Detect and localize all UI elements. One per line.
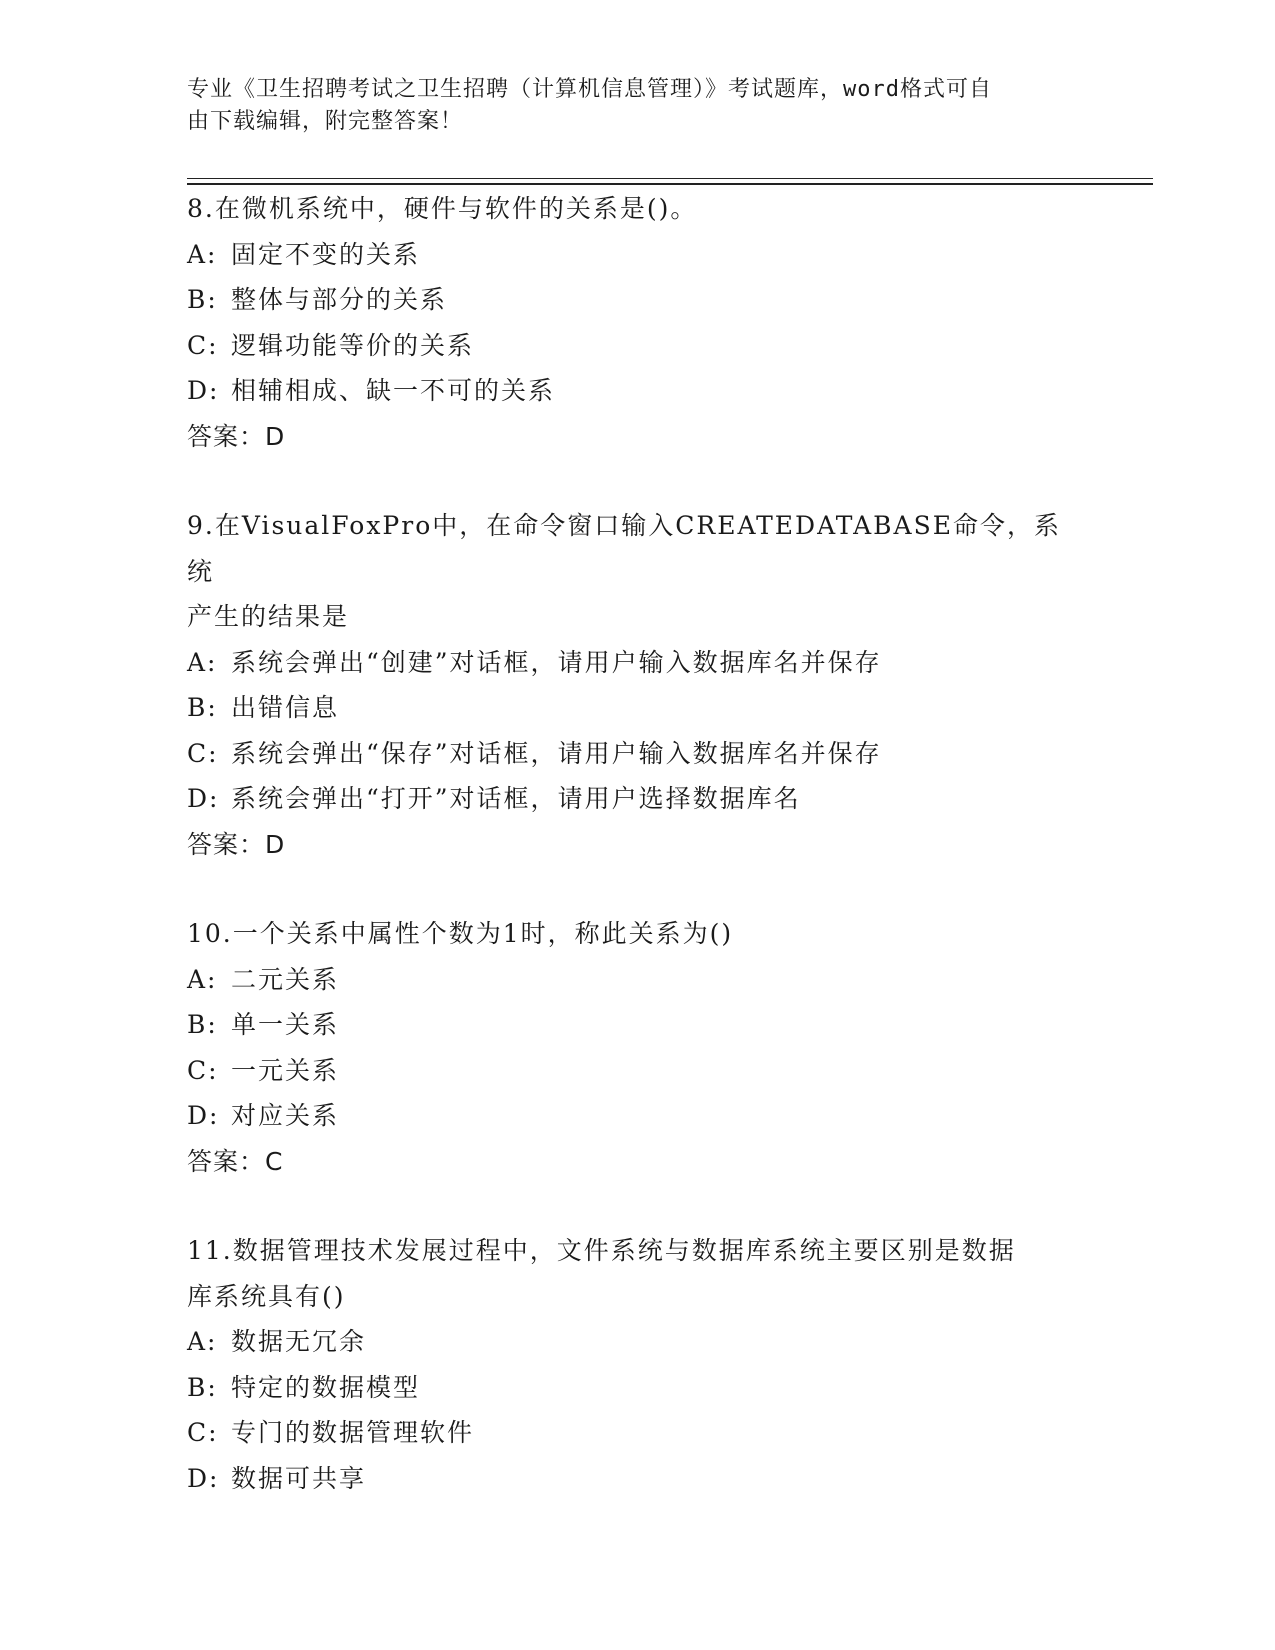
option-text: 数据无冗余 <box>231 1327 367 1356</box>
option-text: 系统会弹出“保存”对话框，请用户输入数据库名并保存 <box>231 738 882 768</box>
option-text: 对应关系 <box>231 1101 340 1130</box>
document-header <box>187 74 1067 138</box>
option-a <box>187 640 1087 686</box>
option-c <box>187 731 1087 777</box>
option-a <box>187 232 1087 278</box>
option-text: 单一关系 <box>231 1010 340 1039</box>
question-block <box>187 911 1087 1184</box>
option-letter: C: <box>187 1418 219 1447</box>
option-letter: D: <box>187 784 220 813</box>
option-text: 二元关系 <box>231 964 340 994</box>
question-block <box>187 1228 1087 1501</box>
header-divider-thick <box>187 183 1153 185</box>
option-b <box>187 1365 1087 1411</box>
option-text: 专门的数据管理软件 <box>231 1418 475 1447</box>
option-text: 数据可共享 <box>231 1463 367 1493</box>
option-letter: D: <box>187 1101 220 1130</box>
option-letter: B: <box>187 693 218 722</box>
question-stem: 8.在微机系统中，硬件与软件的关系是()。 <box>187 194 698 223</box>
option-d <box>187 776 1087 822</box>
question-stem: 10.一个关系中属性个数为1时，称此关系为() <box>187 919 734 948</box>
option-letter: B: <box>187 1372 218 1402</box>
answer-line: 答案：D <box>187 829 286 859</box>
option-text: 固定不变的关系 <box>231 239 421 269</box>
option-text: 系统会弹出“打开”对话框，请用户选择数据库名 <box>231 784 801 813</box>
option-letter: C: <box>187 330 219 360</box>
question-block <box>187 503 1087 867</box>
option-text: 一元关系 <box>231 1055 340 1085</box>
option-text: 整体与部分的关系 <box>231 285 448 314</box>
option-letter: C: <box>187 738 219 768</box>
option-letter: A: <box>187 1327 218 1356</box>
option-d <box>187 1456 1087 1502</box>
option-b <box>187 1002 1087 1048</box>
option-letter: B: <box>187 285 218 314</box>
option-a <box>187 1319 1087 1365</box>
header-line-1: 专业《卫生招聘考试之卫生招聘（计算机信息管理）》考试题库，word格式可自 <box>187 77 992 102</box>
option-d <box>187 368 1087 414</box>
option-c <box>187 1410 1087 1456</box>
option-text: 特定的数据模型 <box>231 1372 421 1402</box>
answer-line: 答案：C <box>187 1146 284 1176</box>
option-letter: B: <box>187 1010 218 1039</box>
question-list <box>187 186 1087 1501</box>
question-stem-continued: 产生的结果是 <box>187 602 350 631</box>
header-line-2: 由下载编辑，附完整答案！ <box>187 109 464 134</box>
option-b <box>187 685 1087 731</box>
option-letter: A: <box>187 239 218 269</box>
option-text: 相辅相成、缺一不可的关系 <box>231 376 556 405</box>
question-stem: 11.数据管理技术发展过程中，文件系统与数据库系统主要区别是数据 <box>187 1236 1016 1265</box>
option-b <box>187 277 1087 323</box>
option-c <box>187 323 1087 369</box>
option-d <box>187 1093 1087 1139</box>
option-letter: A: <box>187 964 218 994</box>
option-text: 系统会弹出“创建”对话框，请用户输入数据库名并保存 <box>231 647 882 677</box>
option-text: 出错信息 <box>231 693 340 722</box>
option-letter: D: <box>187 376 220 405</box>
option-letter: D: <box>187 1463 220 1493</box>
header-divider-thin <box>187 178 1153 179</box>
option-text: 逻辑功能等价的关系 <box>231 330 475 360</box>
answer-line: 答案：D <box>187 421 286 451</box>
option-c <box>187 1048 1087 1094</box>
question-stem-continued: 库系统具有() <box>187 1281 346 1311</box>
question-block <box>187 186 1087 459</box>
option-a <box>187 957 1087 1003</box>
option-letter: C: <box>187 1055 219 1085</box>
question-stem: 9.在VisualFoxPro中，在命令窗口输入CREATEDATABASE命令，系统 <box>187 511 1061 586</box>
option-letter: A: <box>187 647 218 677</box>
